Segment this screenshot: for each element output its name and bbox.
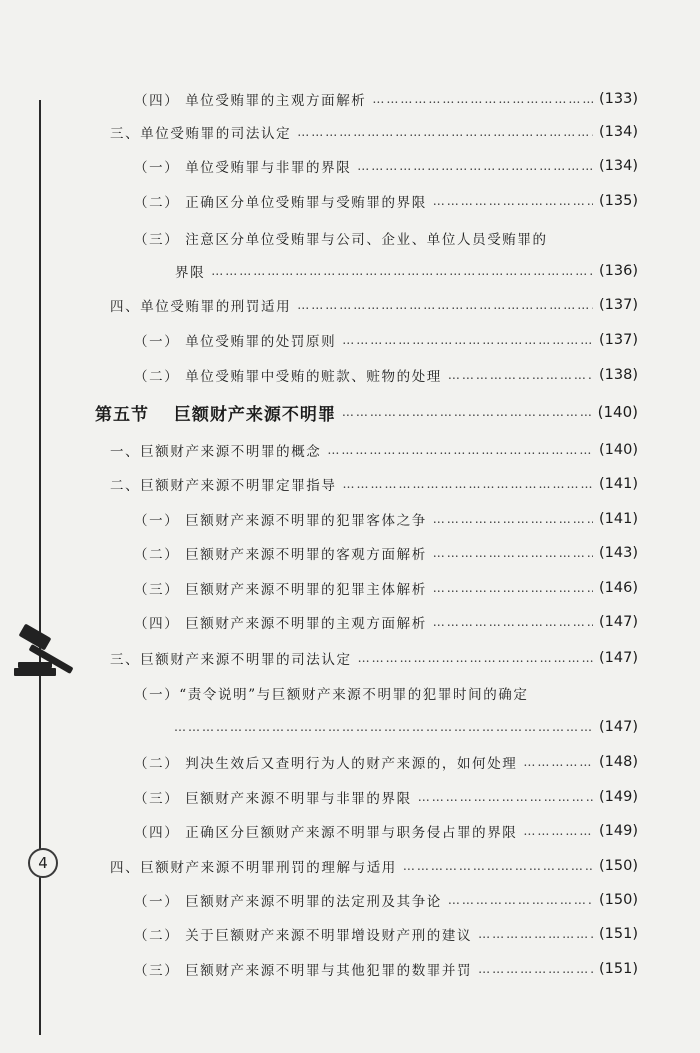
toc-entry: 三、单位受贿罪的司法认定 …………………………………………………………………………………………………………………………………… (134) [110,118,638,146]
toc-entry: （四） 巨额财产来源不明罪的主观方面解析 …………………………………………………………………………………………………………………………………… (147) [134,608,638,636]
toc-section-heading: 第五节 巨额财产来源不明罪 …………………………………………………………………………………………………………………………………… (140) [95,398,638,426]
toc-entry: （二） 关于巨额财产来源不明罪增设财产刑的建议 …………………………………………………………………………………………………………………………………… (151) [134,920,638,948]
toc-entry: （一） 单位受贿罪的处罚原则 …………………………………………………………………………………………………………………………………… (137) [134,326,638,354]
toc-entry: （四） 单位受贿罪的主观方面解析 …………………………………………………………………………………………………………………………………… (133) [134,85,638,113]
toc-entry: （四） 正确区分巨额财产来源不明罪与职务侵占罪的界限 …………………………………………………………………………………………………………………………………… (149) [134,817,638,845]
toc-entry: 四、单位受贿罪的刑罚适用 …………………………………………………………………………………………………………………………………… (137) [110,291,638,319]
toc-entry: （三） 注意区分单位受贿罪与公司、企业、单位人员受贿罪的 [134,232,548,248]
toc-entry: 三、巨额财产来源不明罪的司法认定 …………………………………………………………………………………………………………………………………… (147) [110,644,638,672]
toc-entry: （一）“责令说明”与巨额财产来源不明罪的犯罪时间的确定 [134,687,529,703]
toc-entry: （三） 巨额财产来源不明罪的犯罪主体解析 …………………………………………………………………………………………………………………………………… (146) [134,574,638,602]
toc-entry: 二、巨额财产来源不明罪定罪指导 …………………………………………………………………………………………………………………………………… (141) [110,470,638,498]
toc-entry: （三） 巨额财产来源不明罪与其他犯罪的数罪并罚 …………………………………………………………………………………………………………………………………… (151) [134,955,638,983]
toc-entry: （二） 正确区分单位受贿罪与受贿罪的界限 …………………………………………………………………………………………………………………………………… (135) [134,187,638,215]
toc-entry: （二） 单位受贿罪中受贿的赃款、赃物的处理 …………………………………………………………………………………………………………………………………… (138) [134,361,638,389]
page-number: 4 [28,848,58,878]
toc-entry: （三） 巨额财产来源不明罪与非罪的界限 …………………………………………………………………………………………………………………………………… (149) [134,783,638,811]
toc-entry: 四、巨额财产来源不明罪刑罚的理解与适用 …………………………………………………………………………………………………………………………………… (150) [110,852,638,880]
toc-entry: （二） 判决生效后又查明行为人的财产来源的，如何处理 …………………………………………………………………………………………………………………………………… (148) [134,748,638,776]
toc-entry: 一、巨额财产来源不明罪的概念 …………………………………………………………………………………………………………………………………… (140) [110,436,638,464]
toc-entry: （一） 单位受贿罪与非罪的界限 …………………………………………………………………………………………………………………………………… (134) [134,152,638,180]
toc-entry: …………………………………………………………………………………………………………………………………… (147) [168,713,638,741]
toc-entry: （一） 巨额财产来源不明罪的法定刑及其争论 …………………………………………………………………………………………………………………………………… (150) [134,886,638,914]
toc-entry: （二） 巨额财产来源不明罪的客观方面解析 …………………………………………………………………………………………………………………………………… (143) [134,539,638,567]
toc-entry: （一） 巨额财产来源不明罪的犯罪客体之争 …………………………………………………………………………………………………………………………………… (141) [134,505,638,533]
toc-entry: 界限 …………………………………………………………………………………………………………………………………… (136) [175,257,638,285]
